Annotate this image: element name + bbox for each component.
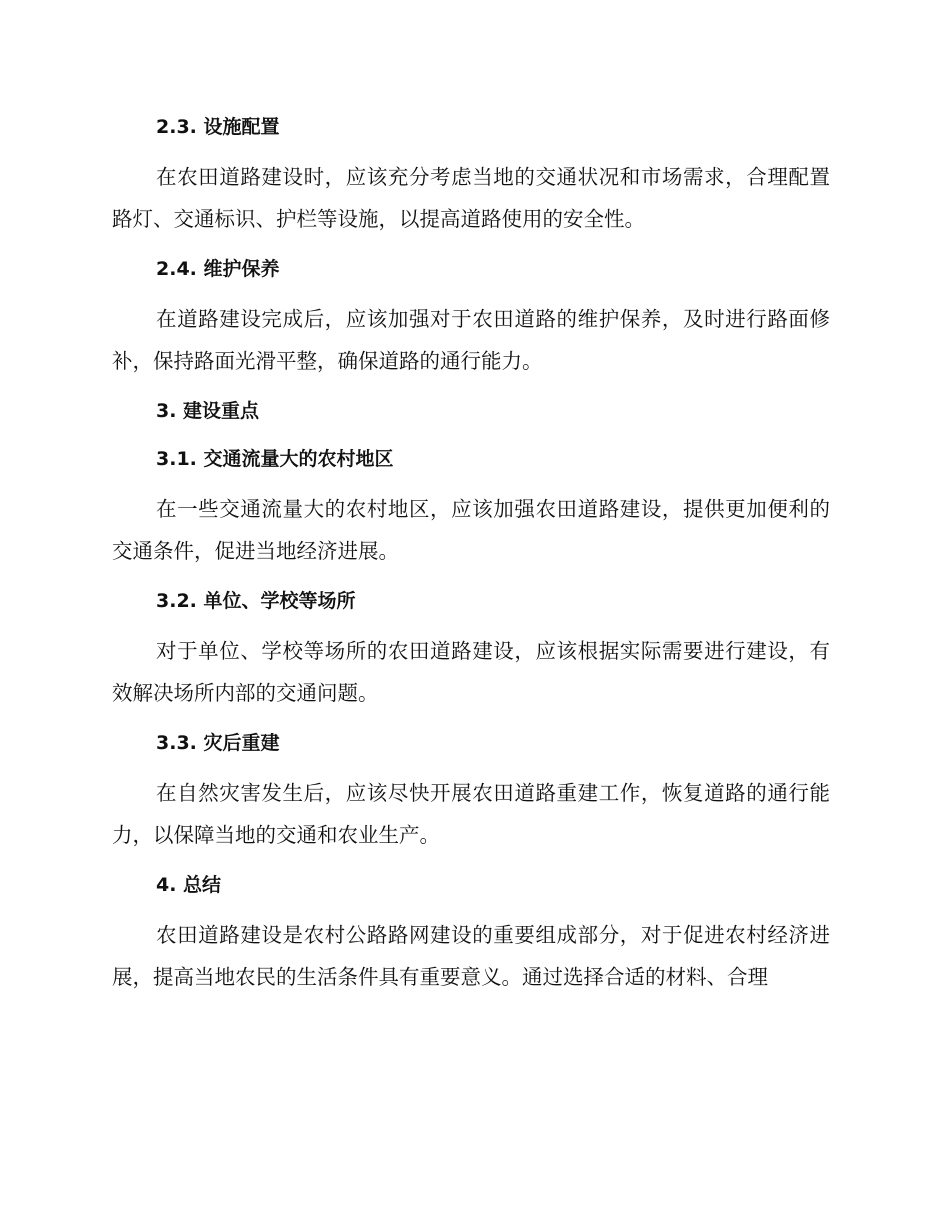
section-paragraph-3-1: 在一些交通流量大的农村地区，应该加强农田道路建设，提供更加便利的交通条件，促进当地经济进展。 — [112, 497, 830, 563]
section-heading-2-4: 2.4. 维护保养 — [156, 258, 280, 280]
section-heading-3-2: 3.2. 单位、学校等场所 — [156, 590, 356, 612]
section-paragraph-2-4: 在道路建设完成后，应该加强对于农田道路的维护保养，及时进行路面修补，保持路面光滑平整，确保道路的通行能力。 — [112, 307, 830, 373]
section-heading-3-1: 3.1. 交通流量大的农村地区 — [156, 448, 394, 470]
document-body — [112, 108, 830, 1008]
section-heading-4: 4. 总结 — [156, 874, 222, 896]
section-heading-2-3: 2.3. 设施配置 — [156, 116, 280, 138]
section-paragraph-2-3: 在农田道路建设时，应该充分考虑当地的交通状况和市场需求，合理配置路灯、交通标识、护栏等设施，以提高道路使用的安全性。 — [112, 165, 830, 231]
section-heading-3: 3. 建设重点 — [156, 400, 260, 422]
section-heading-3-3: 3.3. 灾后重建 — [156, 732, 280, 754]
section-paragraph-4: 农田道路建设是农村公路路网建设的重要组成部分，对于促进农村经济进展，提高当地农民的生活条件具有重要意义。通过选择合适的材料、合理 — [112, 923, 830, 989]
section-paragraph-3-3: 在自然灾害发生后，应该尽快开展农田道路重建工作，恢复道路的通行能力，以保障当地的交通和农业生产。 — [112, 781, 830, 847]
section-paragraph-3-2: 对于单位、学校等场所的农田道路建设，应该根据实际需要进行建设，有效解决场所内部的交通问题。 — [112, 639, 830, 705]
